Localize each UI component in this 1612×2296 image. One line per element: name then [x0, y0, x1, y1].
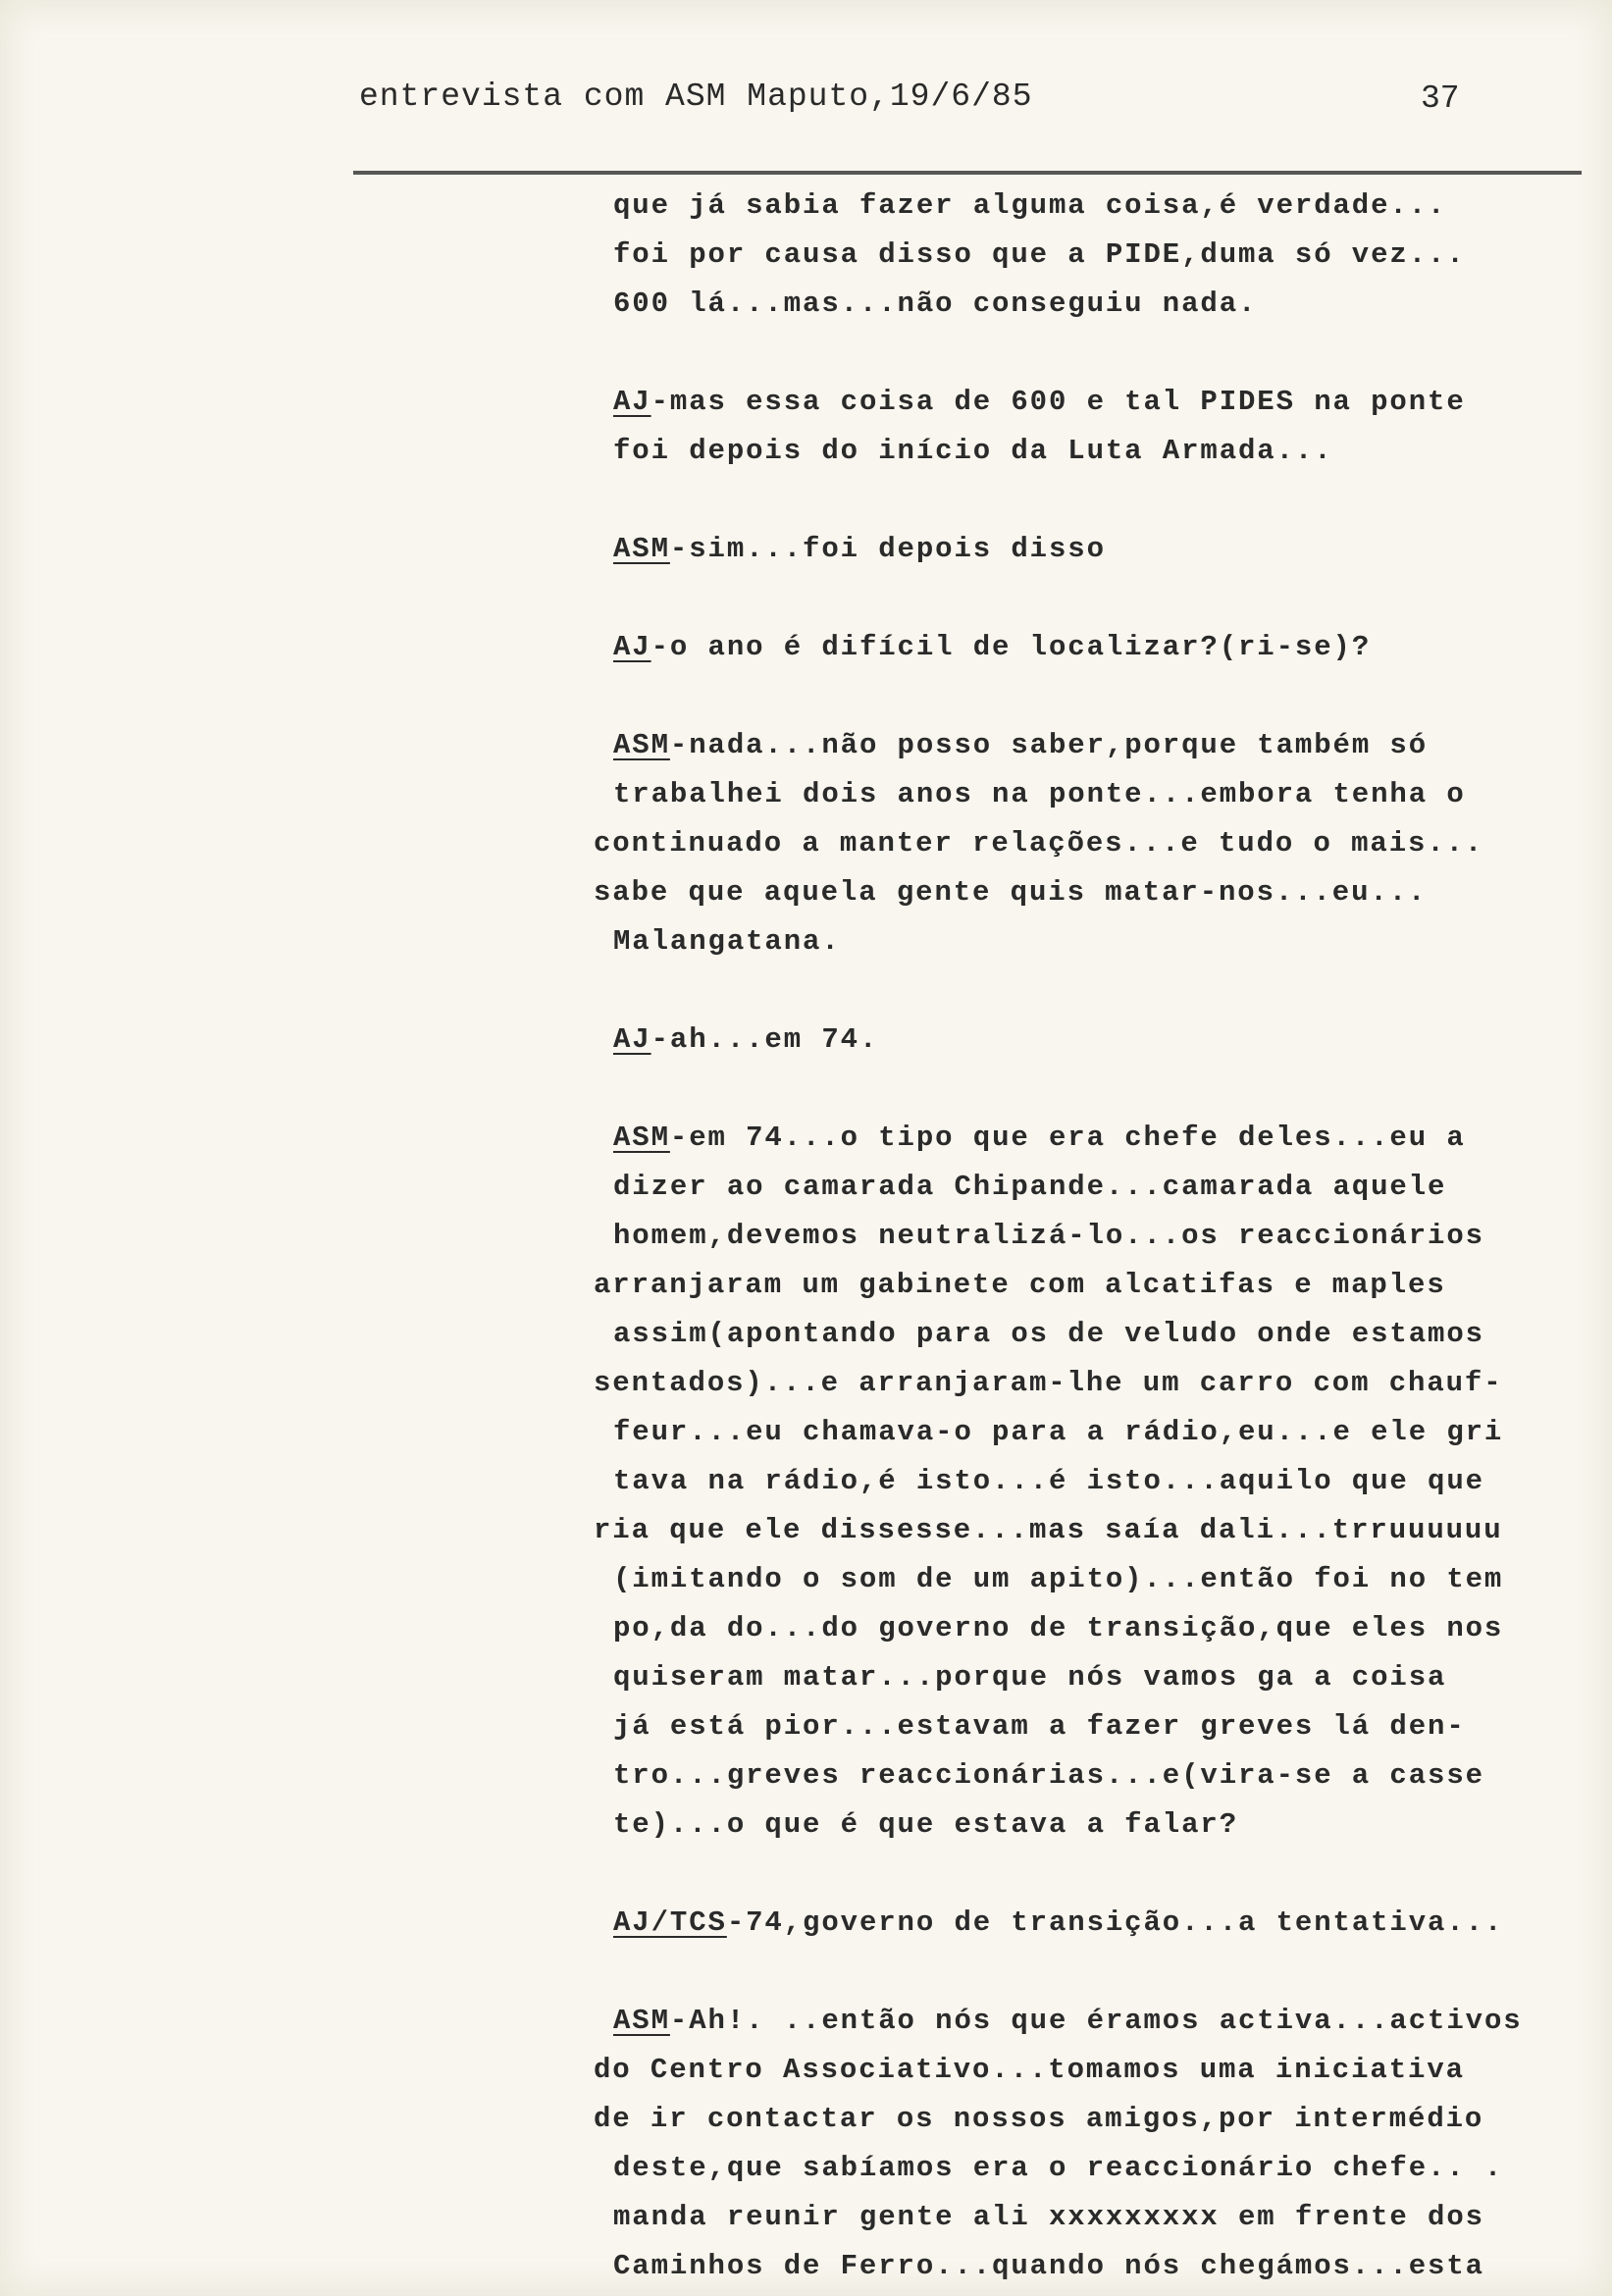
speaker-label: AJ/TCS [613, 1906, 727, 1939]
transcript-line [594, 1506, 1594, 1555]
paragraph-gap [613, 1948, 1594, 1997]
transcript-line [613, 1751, 1594, 1800]
speaker-line [613, 1016, 1594, 1065]
transcript-line [594, 1261, 1594, 1310]
line-text: arranjaram um gabinete com alcatifas e maples [594, 1269, 1446, 1301]
transcript-line [613, 1653, 1594, 1702]
page-number: 37 [1421, 80, 1460, 117]
line-text: já está pior...estavam a fazer greves lá den- [613, 1710, 1466, 1743]
transcript-line [613, 2144, 1594, 2193]
transcript-line [594, 2095, 1594, 2144]
transcript-line [613, 1408, 1594, 1457]
transcript-line [613, 770, 1594, 819]
transcript-line [613, 427, 1594, 476]
transcript-line [613, 1163, 1594, 1212]
paragraph-gap [613, 574, 1594, 623]
document-header-title: entrevista com ASM Maputo,19/6/85 [359, 78, 1033, 115]
line-text: homem,devemos neutralizá-lo...os reaccionários [613, 1220, 1484, 1252]
speaker-label: ASM [613, 729, 670, 761]
transcript-line [613, 1212, 1594, 1261]
line-text: po,da do...do governo de transição,que eles nos [613, 1612, 1504, 1644]
speaker-label: AJ [613, 631, 651, 663]
speaker-label: AJ [613, 1023, 651, 1056]
speaker-line [613, 1114, 1594, 1163]
paragraph-gap [613, 672, 1594, 721]
line-text: foi depois do início da Luta Armada... [613, 435, 1333, 467]
transcript-line [613, 231, 1594, 280]
line-text: do Centro Associativo...tomamos uma iniciativa [594, 2054, 1465, 2086]
transcript-line [613, 1457, 1594, 1506]
line-text: sabe que aquela gente quis matar-nos...eu... [594, 876, 1428, 909]
line-text: que já sabia fazer alguma coisa,é verdade... [613, 189, 1447, 222]
speaker-line [613, 525, 1594, 574]
line-text: (imitando o som de um apito)...então foi no tem [613, 1563, 1504, 1595]
line-text: sentados)...e arranjaram-lhe um carro com chauf- [594, 1367, 1503, 1399]
transcript-line [613, 917, 1594, 966]
line-text: quiseram matar...porque nós vamos ga a coisa [613, 1661, 1447, 1694]
transcript-line [613, 2193, 1594, 2242]
transcript-line [613, 280, 1594, 329]
transcript-line [613, 1555, 1594, 1604]
speaker-line [613, 1899, 1594, 1948]
line-text: -74,governo de transição...a tentativa... [726, 1906, 1504, 1939]
line-text: te)...o que é que estava a falar? [613, 1808, 1238, 1841]
transcript-line [613, 2242, 1594, 2291]
speaker-line [613, 721, 1594, 770]
line-text: continuado a manter relações...e tudo o mais... [594, 827, 1484, 860]
speaker-line [613, 1997, 1594, 2046]
line-text: Caminhos de Ferro...quando nós chegámos...esta [613, 2250, 1484, 2282]
line-text: tro...greves reaccionárias...e(vira-se a casse [613, 1759, 1484, 1792]
line-text: foi por causa disso que a PIDE,duma só vez... [613, 238, 1466, 271]
paragraph-gap [613, 329, 1594, 378]
speaker-line [613, 378, 1594, 427]
line-text: -nada...não posso saber,porque também só [669, 729, 1429, 761]
paragraph-gap [613, 476, 1594, 525]
line-text: tava na rádio,é isto...é isto...aquilo que que [613, 1465, 1484, 1497]
speaker-label: ASM [613, 1122, 670, 1154]
speaker-label: AJ [613, 386, 651, 418]
transcript-line [613, 182, 1594, 231]
line-text: -sim...foi depois disso [669, 533, 1106, 565]
transcript-line [594, 819, 1594, 868]
line-text: ria que ele dissesse...mas saía dali...trruuuuuu [594, 1514, 1503, 1546]
speaker-line [613, 623, 1594, 672]
transcript-body [594, 182, 1594, 2291]
transcript-line [613, 1800, 1594, 1850]
line-text: -mas essa coisa de 600 e tal PIDES na ponte [650, 386, 1466, 418]
transcript-line [594, 868, 1594, 917]
line-text: trabalhei dois anos na ponte...embora tenha o [613, 778, 1466, 810]
line-text: dizer ao camarada Chipande...camarada aquele [613, 1171, 1447, 1203]
paragraph-gap [613, 1065, 1594, 1114]
line-text: manda reunir gente ali xxxxxxxxx em frente dos [613, 2201, 1484, 2233]
header-rule [353, 171, 1582, 175]
line-text: -em 74...o tipo que era chefe deles...eu a [669, 1122, 1466, 1154]
speaker-label: ASM [613, 533, 670, 565]
line-text: -ah...em 74. [650, 1023, 879, 1056]
line-text: -o ano é difícil de localizar?(ri-se)? [650, 631, 1372, 663]
line-text: assim(apontando para os de veludo onde estamos [613, 1318, 1484, 1350]
transcript-line [594, 2046, 1594, 2095]
transcript-line [594, 1359, 1594, 1408]
transcript-line [613, 1702, 1594, 1751]
line-text: de ir contactar os nossos amigos,por intermédio [594, 2103, 1484, 2135]
transcript-line [613, 1310, 1594, 1359]
line-text: -Ah!. ..então nós que éramos activa...activos [669, 2005, 1523, 2037]
transcript-line [613, 1604, 1594, 1653]
paragraph-gap [613, 1850, 1594, 1899]
line-text: feur...eu chamava-o para a rádio,eu...e ele gri [613, 1416, 1504, 1448]
paragraph-gap [613, 966, 1594, 1016]
line-text: Malangatana. [613, 925, 841, 958]
line-text: 600 lá...mas...não conseguiu nada. [613, 287, 1258, 320]
line-text: deste,que sabíamos era o reaccionário chefe.. . [613, 2152, 1504, 2184]
speaker-label: ASM [613, 2005, 670, 2037]
